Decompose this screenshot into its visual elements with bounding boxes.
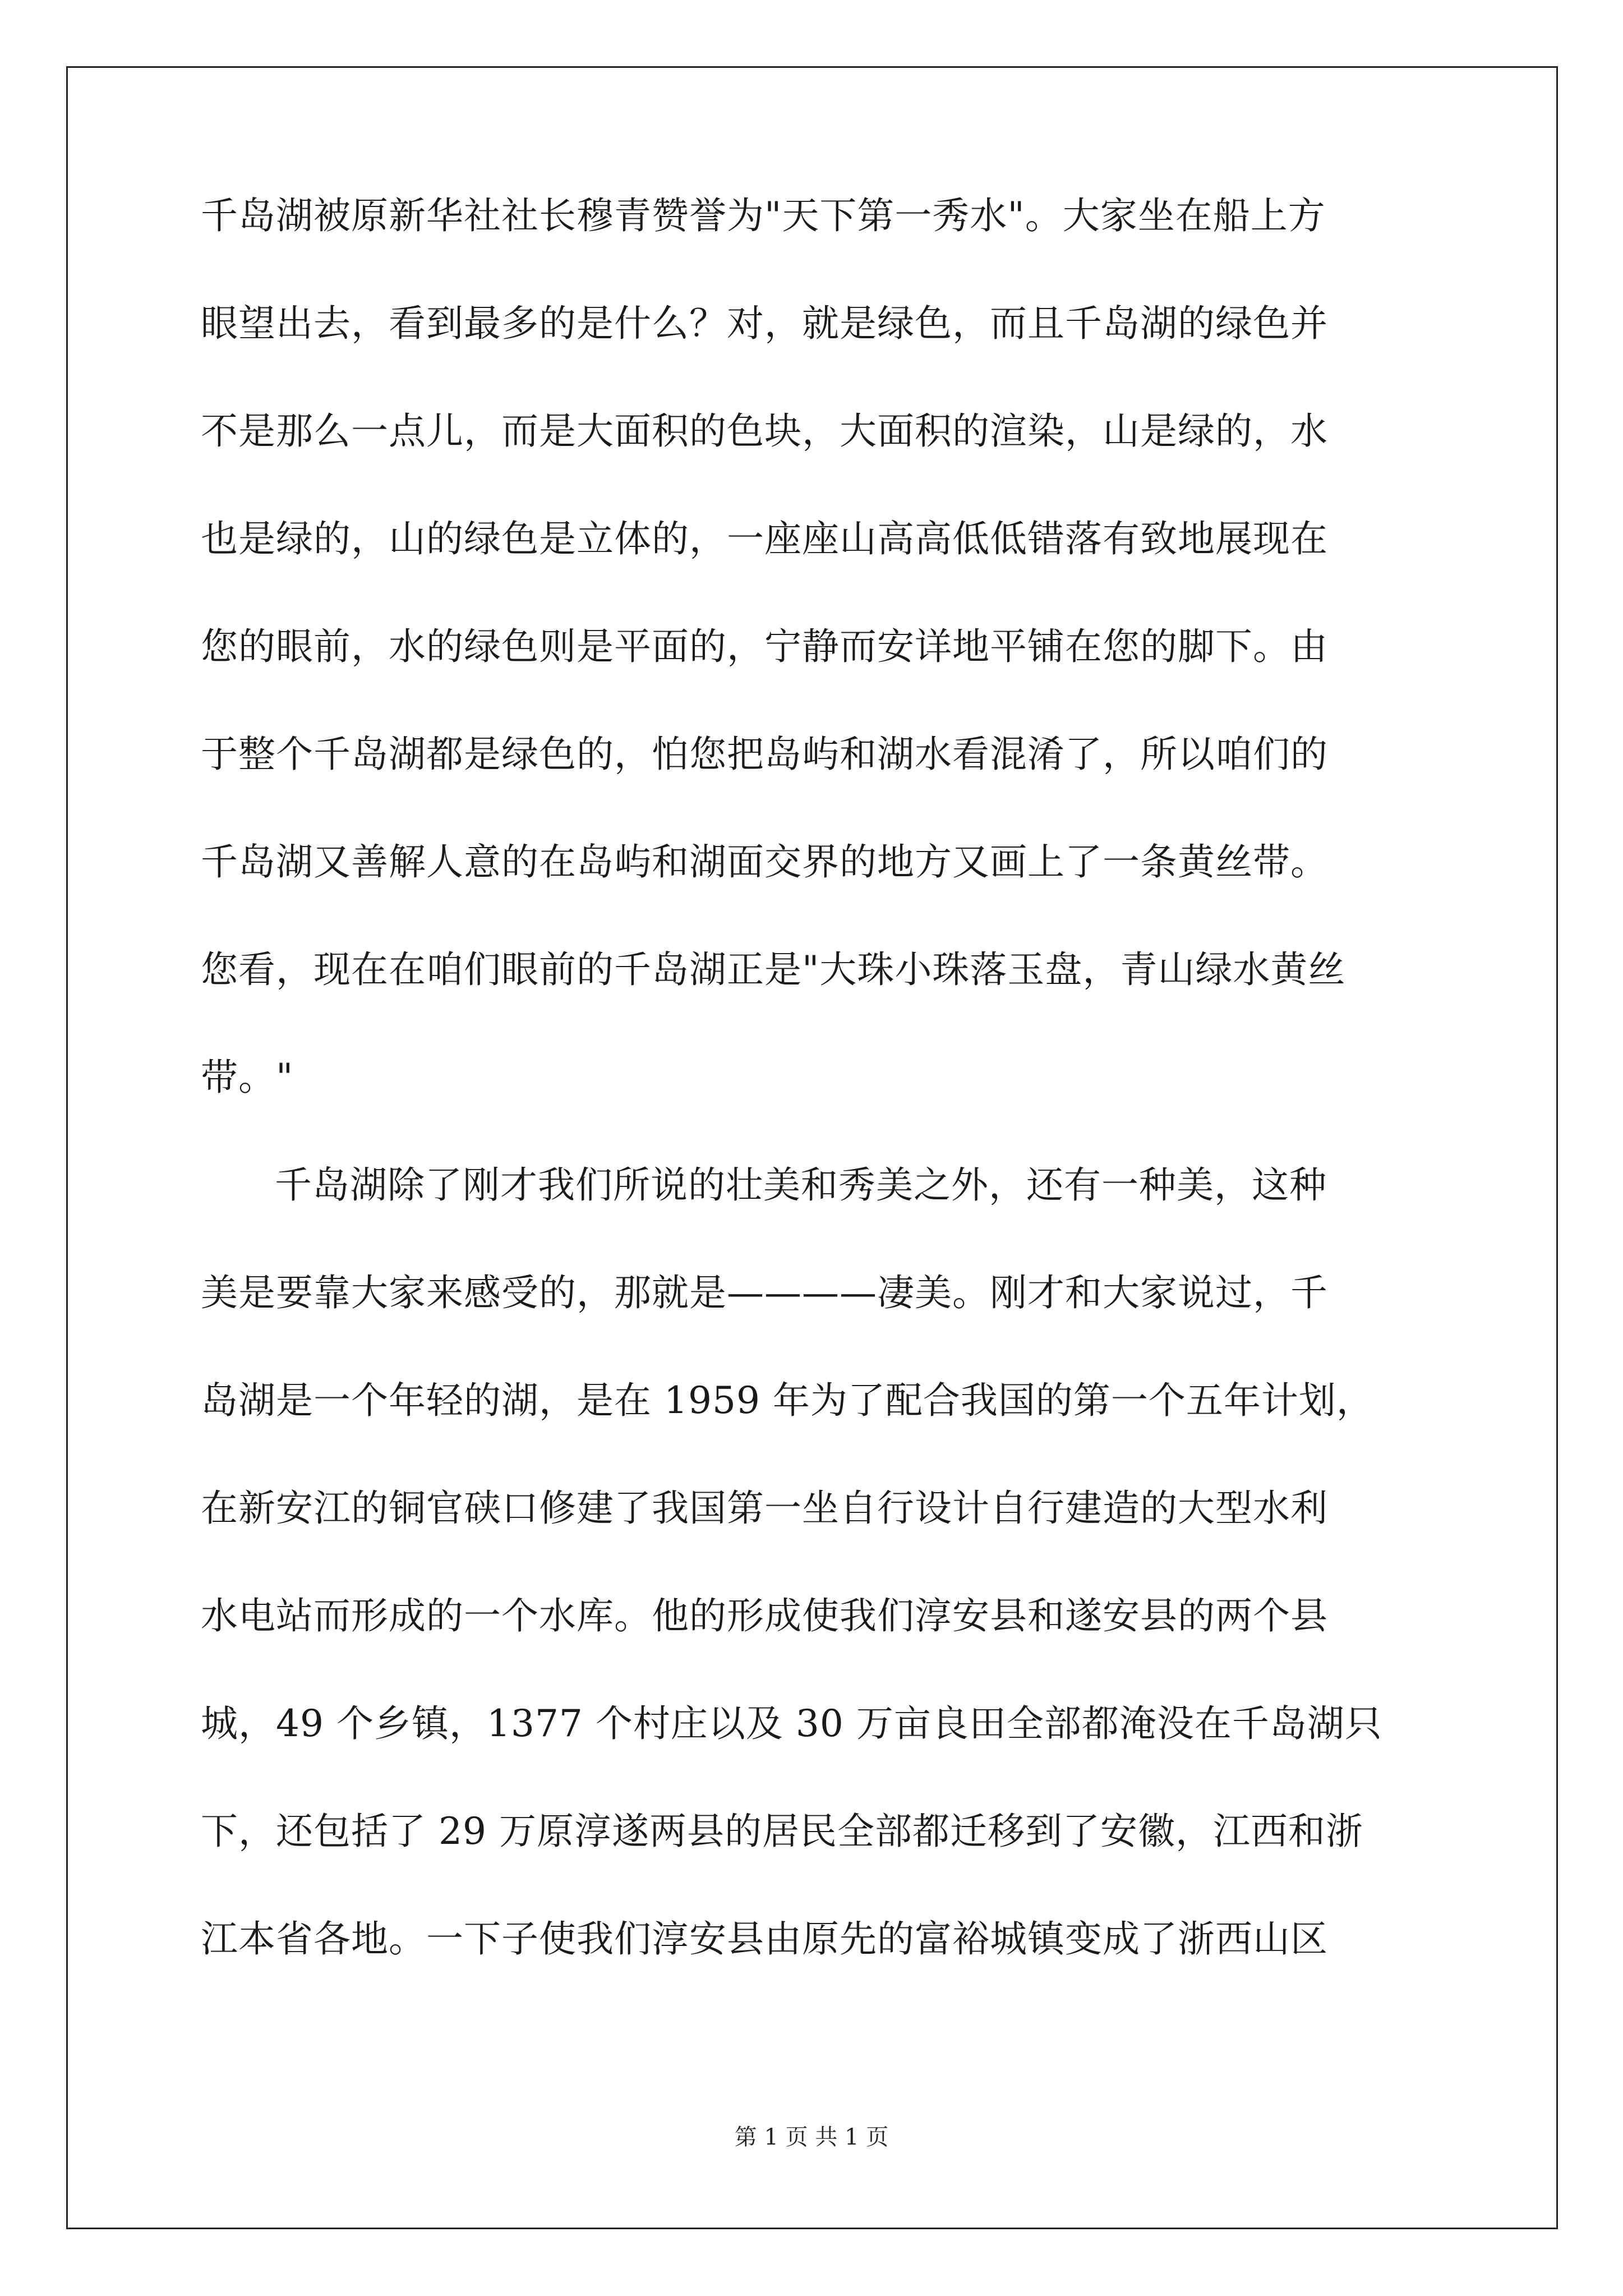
text-line: 您的眼前，水的绿色则是平面的，宁静而安详地平铺在您的脚下。由	[201, 625, 1328, 668]
text-line: 千岛湖被原新华社社长穆青赞誉为"天下第一秀水"。大家坐在船上方	[201, 194, 1326, 237]
text-line: 也是绿的，山的绿色是立体的，一座座山高高低低错落有致地展现在	[201, 517, 1328, 560]
document-body	[201, 194, 1435, 2028]
text-line: 城，49 个乡镇，1377 个村庄以及 30 万亩良田全部都淹没在千岛湖只	[201, 1702, 1382, 1745]
text-line: 于整个千岛湖都是绿色的，怕您把岛屿和湖水看混淆了，所以咱们的	[201, 733, 1328, 776]
page-number-footer: 第 1 页 共 1 页	[734, 2124, 889, 2150]
text-line: 水电站而形成的一个水库。他的形成使我们淳安县和遂安县的两个县	[201, 1594, 1328, 1637]
text-line: 岛湖是一个年轻的湖，是在 1959 年为了配合我国的第一个五年计划，	[201, 1379, 1374, 1422]
text-line: 不是那么一点儿，而是大面积的色块，大面积的渲染，山是绿的，水	[201, 409, 1328, 453]
text-line: 下，还包括了 29 万原淳遂两县的居民全部都迁移到了安徽，江西和浙	[201, 1810, 1363, 1853]
text-line: 江本省各地。一下子使我们淳安县由原先的富裕城镇变成了浙西山区	[201, 1917, 1328, 1961]
text-line: 带。"	[201, 1056, 294, 1099]
text-line: 眼望出去，看到最多的是什么？对，就是绿色，而且千岛湖的绿色并	[201, 302, 1328, 345]
paragraph-start-line: 千岛湖除了刚才我们所说的壮美和秀美之外，还有一种美，这种	[275, 1163, 1327, 1207]
text-line: 千岛湖又善解人意的在岛屿和湖面交界的地方又画上了一条黄丝带。	[201, 840, 1328, 884]
text-line: 在新安江的铜官硖口修建了我国第一坐自行设计自行建造的大型水利	[201, 1487, 1328, 1530]
text-line: 您看，现在在咱们眼前的千岛湖正是"大珠小珠落玉盘，青山绿水黄丝	[201, 948, 1346, 991]
text-line: 美是要靠大家来感受的，那就是————凄美。刚才和大家说过，千	[201, 1271, 1328, 1314]
